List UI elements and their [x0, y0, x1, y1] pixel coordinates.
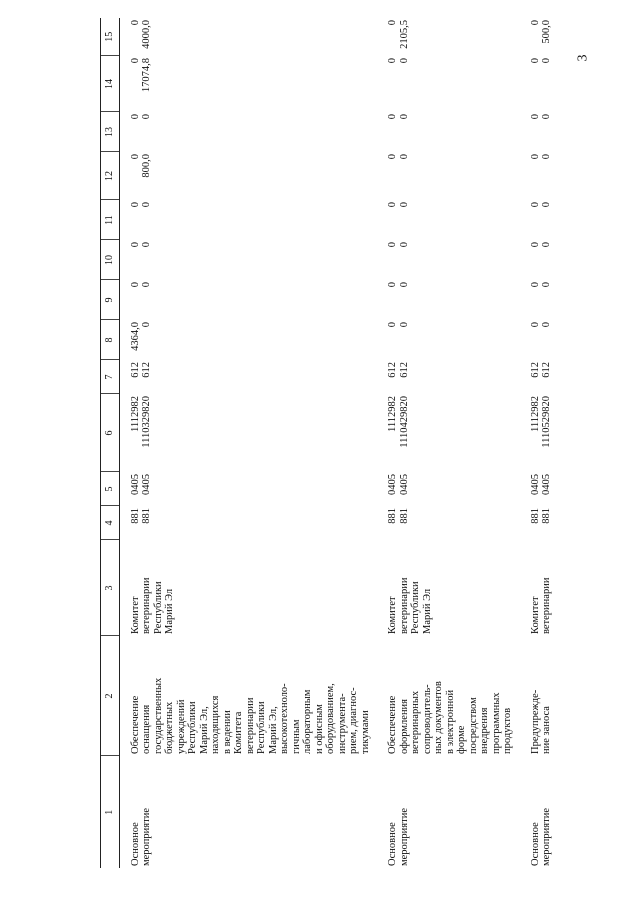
value-cell	[119, 18, 377, 56]
value-cell	[377, 360, 520, 394]
cell-line: 0	[529, 322, 541, 328]
cell-line: Основное	[387, 822, 398, 866]
description-cell	[119, 636, 377, 756]
column-header: 1	[101, 756, 120, 868]
value-cell	[377, 472, 520, 506]
value-cell	[377, 152, 520, 200]
budget-table	[100, 18, 559, 868]
cell-line: 1112982	[529, 396, 541, 432]
cell-line: 0	[129, 20, 141, 26]
cell-line: 0	[387, 322, 398, 328]
cell-line: находящихся	[210, 695, 221, 754]
cell-line: 612	[541, 362, 552, 378]
cell-line: 0	[129, 154, 141, 160]
cell-line: 612	[129, 362, 141, 378]
cell-line: сопроводитель-	[421, 684, 433, 754]
cell-line: 1110529820	[541, 396, 552, 448]
value-cell	[520, 472, 559, 506]
cell-line: Республики	[152, 581, 164, 634]
column-header: 4	[101, 506, 120, 540]
cell-line: 0	[129, 242, 141, 248]
value-cell	[377, 200, 520, 240]
cell-line: 0	[541, 242, 552, 248]
cell-line: Основное	[529, 822, 541, 866]
value-cell	[520, 506, 559, 540]
column-header: 13	[101, 112, 120, 152]
cell-line: оборудованием,	[325, 683, 336, 754]
value-cell	[377, 18, 520, 56]
value-cell	[377, 280, 520, 320]
cell-line: учреждений	[175, 699, 187, 754]
cell-line: 0	[387, 20, 398, 26]
cell-line: Комитет	[387, 596, 398, 634]
cell-line: оснащения	[141, 704, 152, 754]
cell-line: 0405	[141, 474, 152, 495]
cell-line: 0	[529, 20, 541, 26]
cell-line: 0	[129, 282, 141, 288]
cell-line: 0	[529, 114, 541, 120]
cell-line: 0	[541, 282, 552, 288]
cell-line: Республики	[256, 701, 267, 754]
value-cell	[119, 112, 377, 152]
cell-line: государственных	[152, 677, 164, 754]
description-cell	[520, 636, 559, 756]
cell-line: Комитета	[233, 711, 244, 754]
cell-line: 0	[129, 58, 141, 64]
cell-line: 0	[387, 114, 398, 120]
column-header: 9	[101, 280, 120, 320]
cell-line: 0	[529, 58, 541, 64]
value-cell	[119, 152, 377, 200]
cell-line: 0405	[529, 474, 541, 495]
cell-line: 881	[129, 508, 141, 524]
rotated-table-container	[100, 20, 610, 868]
cell-line: высокотехноло-	[279, 683, 290, 754]
value-cell	[377, 320, 520, 360]
cell-line: 0	[141, 322, 152, 328]
cell-line: 0	[387, 242, 398, 248]
value-cell	[119, 240, 377, 280]
cell-line: 0	[141, 202, 152, 208]
cell-line: 0405	[541, 474, 552, 495]
cell-line: 0	[398, 282, 410, 288]
cell-line: 881	[387, 508, 398, 524]
cell-line: лабораторным	[302, 689, 313, 754]
value-cell	[377, 240, 520, 280]
column-header: 12	[101, 152, 120, 200]
cell-line: 612	[529, 362, 541, 378]
table-row	[520, 18, 559, 868]
cell-line: 881	[529, 508, 541, 524]
page-number: 3	[575, 54, 591, 62]
value-cell	[520, 320, 559, 360]
cell-line: программных	[490, 692, 502, 754]
cell-line: Обеспечение	[129, 695, 141, 754]
cell-line: бюджетных	[164, 701, 175, 754]
value-cell	[119, 200, 377, 240]
cell-line: 0	[398, 114, 410, 120]
cell-line: Марий Эл,	[267, 706, 279, 754]
cell-line: ветеринарных	[410, 690, 421, 754]
cell-line: 1110429820	[398, 396, 410, 448]
cell-line: 0	[129, 202, 141, 208]
cell-line: 0	[541, 114, 552, 120]
cell-line: в ведении	[221, 710, 233, 754]
cell-line: тикумами	[359, 710, 371, 754]
cell-line: 0405	[387, 474, 398, 495]
value-cell	[520, 360, 559, 394]
cell-line: 17074,8	[141, 58, 152, 93]
cell-line: 1112982	[129, 396, 141, 432]
header-row	[101, 18, 120, 868]
value-cell	[520, 280, 559, 320]
value-cell	[520, 200, 559, 240]
cell-line: в электронной	[444, 689, 456, 754]
cell-line: Марий Эл	[164, 588, 175, 634]
column-header: 8	[101, 320, 120, 360]
cell-line: гичным	[290, 719, 302, 754]
cell-line: 0	[529, 282, 541, 288]
cell-line: 612	[398, 362, 410, 378]
cell-line: 612	[141, 362, 152, 378]
cell-line: Комитет	[529, 596, 541, 634]
value-cell	[520, 56, 559, 112]
cell-line: 0	[387, 202, 398, 208]
cell-line: 0	[541, 202, 552, 208]
cell-line: ветеринарии	[541, 577, 552, 634]
column-header: 3	[101, 540, 120, 636]
value-cell	[377, 56, 520, 112]
value-cell	[119, 320, 377, 360]
cell-line: 0	[387, 154, 398, 160]
cell-line: Обеспечение	[387, 695, 398, 754]
cell-line: 0	[541, 322, 552, 328]
cell-line: 0	[398, 322, 410, 328]
cell-line: ветеринарии	[398, 577, 410, 634]
cell-line: ных документов	[433, 681, 444, 754]
table-row	[119, 18, 377, 868]
cell-line: 0	[541, 154, 552, 160]
cell-line: 0	[387, 58, 398, 64]
cell-line: 0405	[398, 474, 410, 495]
cell-line: Комитет	[129, 596, 141, 634]
column-header: 11	[101, 200, 120, 240]
row-type-cell	[520, 756, 559, 868]
cell-line: 881	[541, 508, 552, 524]
cell-line: 0	[398, 202, 410, 208]
cell-line: 1110329820	[141, 396, 152, 448]
cell-line: внедрения	[479, 707, 490, 754]
cell-line: Марий Эл,	[198, 706, 210, 754]
cell-line: 0	[529, 154, 541, 160]
value-cell	[119, 506, 377, 540]
column-header: 10	[101, 240, 120, 280]
cell-line: мероприятие	[398, 808, 410, 866]
cell-line: 1112982	[387, 396, 398, 432]
executor-cell	[377, 540, 520, 636]
description-cell	[377, 636, 520, 756]
cell-line: посредством	[467, 697, 479, 754]
executor-cell	[119, 540, 377, 636]
cell-line: 0	[529, 242, 541, 248]
column-header: 7	[101, 360, 120, 394]
cell-line: рием, диагнос-	[348, 687, 359, 754]
cell-line: 0	[141, 114, 152, 120]
value-cell	[520, 112, 559, 152]
column-header: 15	[101, 18, 120, 56]
value-cell	[520, 18, 559, 56]
cell-line: оформления	[398, 698, 410, 754]
cell-line: Основное	[129, 822, 141, 866]
column-header: 6	[101, 394, 120, 472]
value-cell	[520, 394, 559, 472]
cell-line: 0	[398, 242, 410, 248]
cell-line: Республики	[187, 701, 198, 754]
cell-line: форме	[456, 725, 467, 754]
cell-line: 0	[387, 282, 398, 288]
cell-line: ветеринарии	[141, 577, 152, 634]
column-header: 2	[101, 636, 120, 756]
cell-line: 800,0	[141, 154, 152, 178]
cell-line: мероприятие	[141, 808, 152, 866]
cell-line: Марий Эл	[421, 588, 433, 634]
cell-line: 500,0	[541, 20, 552, 44]
value-cell	[119, 360, 377, 394]
value-cell	[520, 152, 559, 200]
cell-line: продуктов	[502, 707, 513, 754]
cell-line: 0	[141, 242, 152, 248]
cell-line: 0	[541, 58, 552, 64]
cell-line: 0	[398, 154, 410, 160]
value-cell	[119, 280, 377, 320]
value-cell	[377, 394, 520, 472]
row-type-cell	[377, 756, 520, 868]
cell-line: 4000,0	[141, 20, 152, 49]
cell-line: ние заноса	[541, 706, 552, 754]
table-row	[377, 18, 520, 868]
row-type-cell	[119, 756, 377, 868]
executor-cell	[520, 540, 559, 636]
cell-line: 4364,0	[129, 322, 141, 351]
cell-line: и офисным	[313, 704, 325, 754]
value-cell	[377, 506, 520, 540]
value-cell	[119, 394, 377, 472]
value-cell	[520, 240, 559, 280]
cell-line: 0405	[129, 474, 141, 495]
column-header: 14	[101, 56, 120, 112]
value-cell	[377, 112, 520, 152]
cell-line: 0	[529, 202, 541, 208]
cell-line: инструмента-	[336, 693, 348, 754]
cell-line: 0	[141, 282, 152, 288]
value-cell	[119, 56, 377, 112]
cell-line: мероприятие	[541, 808, 552, 866]
cell-line: 881	[398, 508, 410, 524]
cell-line: 881	[141, 508, 152, 524]
column-header: 5	[101, 472, 120, 506]
cell-line: 612	[387, 362, 398, 378]
value-cell	[119, 472, 377, 506]
cell-line: Республики	[410, 581, 421, 634]
cell-line: ветеринарии	[244, 697, 256, 754]
cell-line: 0	[129, 114, 141, 120]
cell-line: 0	[398, 58, 410, 64]
cell-line: Предупрежде-	[529, 689, 541, 754]
cell-line: 2105,5	[398, 20, 410, 49]
